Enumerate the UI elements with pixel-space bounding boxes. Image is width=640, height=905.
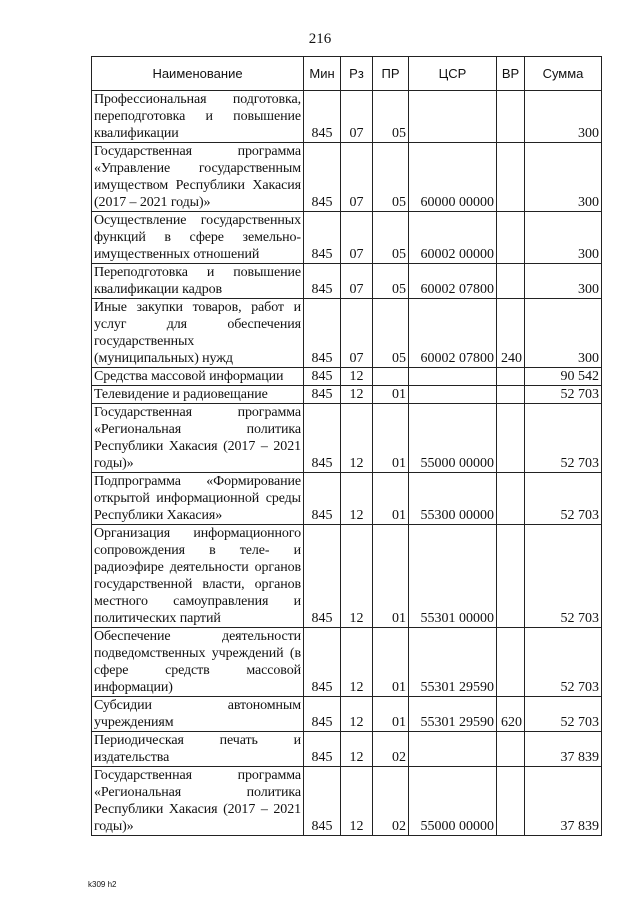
cell-rz: 12 bbox=[341, 732, 373, 767]
cell-vr: 240 bbox=[497, 299, 525, 368]
cell-pr: 01 bbox=[373, 525, 409, 628]
cell-vr bbox=[497, 767, 525, 836]
cell-csr: 60002 07800 bbox=[409, 264, 497, 299]
column-header-name: Наименование bbox=[92, 57, 304, 91]
cell-csr bbox=[409, 386, 497, 404]
cell-name: Организация информационного сопровождения в теле- и радиоэфире деятельности органов государственной власти, органов местного самоуправления и политических партий bbox=[92, 525, 304, 628]
table-row bbox=[92, 264, 602, 299]
cell-min: 845 bbox=[304, 473, 341, 525]
cell-csr: 60000 00000 bbox=[409, 143, 497, 212]
cell-pr: 01 bbox=[373, 697, 409, 732]
cell-vr bbox=[497, 628, 525, 697]
cell-sum: 52 703 bbox=[525, 404, 602, 473]
cell-name: Подпрограмма «Формирование открытой информационной среды Республики Хакасия» bbox=[92, 473, 304, 525]
cell-pr: 05 bbox=[373, 143, 409, 212]
cell-vr bbox=[497, 212, 525, 264]
cell-name: Переподготовка и повышение квалификации кадров bbox=[92, 264, 304, 299]
cell-sum: 300 bbox=[525, 212, 602, 264]
cell-pr: 01 bbox=[373, 404, 409, 473]
table-row bbox=[92, 212, 602, 264]
cell-vr bbox=[497, 525, 525, 628]
cell-rz: 12 bbox=[341, 697, 373, 732]
cell-csr bbox=[409, 732, 497, 767]
cell-rz: 07 bbox=[341, 91, 373, 143]
page-number: 216 bbox=[308, 31, 332, 47]
table-row bbox=[92, 732, 602, 767]
cell-min: 845 bbox=[304, 525, 341, 628]
cell-min: 845 bbox=[304, 732, 341, 767]
cell-name: Средства массовой информации bbox=[92, 368, 304, 386]
cell-vr bbox=[497, 143, 525, 212]
table-row bbox=[92, 386, 602, 404]
cell-min: 845 bbox=[304, 767, 341, 836]
cell-csr: 55301 29590 bbox=[409, 697, 497, 732]
cell-name: Государственная программа «Региональная политика Республики Хакасия (2017 – 2021 годы)» bbox=[92, 404, 304, 473]
cell-name: Профессиональная подготовка, переподготовка и повышение квалификации bbox=[92, 91, 304, 143]
table-row bbox=[92, 299, 602, 368]
cell-name: Обеспечение деятельности подведомственных учреждений (в сфере средств массовой информации) bbox=[92, 628, 304, 697]
cell-vr bbox=[497, 404, 525, 473]
table-row bbox=[92, 143, 602, 212]
table-row bbox=[92, 525, 602, 628]
column-header-min: Мин bbox=[304, 57, 341, 91]
cell-name: Государственная программа «Региональная политика Республики Хакасия (2017 – 2021 годы)» bbox=[92, 767, 304, 836]
cell-sum: 37 839 bbox=[525, 767, 602, 836]
cell-min: 845 bbox=[304, 264, 341, 299]
cell-name: Телевидение и радиовещание bbox=[92, 386, 304, 404]
cell-csr: 55300 00000 bbox=[409, 473, 497, 525]
table-body bbox=[92, 91, 602, 836]
cell-min: 845 bbox=[304, 143, 341, 212]
cell-name: Периодическая печать и издательства bbox=[92, 732, 304, 767]
cell-min: 845 bbox=[304, 368, 341, 386]
cell-name: Государственная программа «Управление государственным имуществом Республики Хакасия (2017 – 2021 годы)» bbox=[92, 143, 304, 212]
table-row bbox=[92, 628, 602, 697]
cell-rz: 12 bbox=[341, 386, 373, 404]
cell-min: 845 bbox=[304, 212, 341, 264]
cell-pr: 01 bbox=[373, 386, 409, 404]
cell-pr: 01 bbox=[373, 628, 409, 697]
cell-pr: 05 bbox=[373, 299, 409, 368]
column-header-sum: Сумма bbox=[525, 57, 602, 91]
cell-rz: 07 bbox=[341, 212, 373, 264]
cell-csr bbox=[409, 91, 497, 143]
cell-vr bbox=[497, 264, 525, 299]
cell-vr bbox=[497, 386, 525, 404]
cell-csr: 55301 29590 bbox=[409, 628, 497, 697]
cell-csr: 55301 00000 bbox=[409, 525, 497, 628]
budget-table bbox=[91, 56, 602, 836]
cell-pr: 02 bbox=[373, 767, 409, 836]
cell-sum: 90 542 bbox=[525, 368, 602, 386]
table-row bbox=[92, 767, 602, 836]
cell-vr bbox=[497, 473, 525, 525]
cell-sum: 52 703 bbox=[525, 525, 602, 628]
cell-pr: 02 bbox=[373, 732, 409, 767]
cell-pr bbox=[373, 368, 409, 386]
table-header-row bbox=[92, 57, 602, 91]
cell-rz: 12 bbox=[341, 525, 373, 628]
cell-csr bbox=[409, 368, 497, 386]
footer-code: k309 h2 bbox=[88, 880, 117, 889]
cell-rz: 07 bbox=[341, 299, 373, 368]
cell-min: 845 bbox=[304, 697, 341, 732]
cell-sum: 37 839 bbox=[525, 732, 602, 767]
table-row bbox=[92, 368, 602, 386]
cell-pr: 05 bbox=[373, 212, 409, 264]
cell-csr: 60002 07800 bbox=[409, 299, 497, 368]
column-header-vr: ВР bbox=[497, 57, 525, 91]
cell-csr: 60002 00000 bbox=[409, 212, 497, 264]
cell-vr bbox=[497, 368, 525, 386]
table-row bbox=[92, 473, 602, 525]
cell-name: Осуществление государственных функций в сфере земельно-имущественных отношений bbox=[92, 212, 304, 264]
table-row bbox=[92, 91, 602, 143]
cell-rz: 12 bbox=[341, 473, 373, 525]
cell-sum: 300 bbox=[525, 91, 602, 143]
cell-pr: 05 bbox=[373, 91, 409, 143]
cell-csr: 55000 00000 bbox=[409, 404, 497, 473]
cell-name: Иные закупки товаров, работ и услуг для обеспечения государственных (муниципальных) нужд bbox=[92, 299, 304, 368]
cell-min: 845 bbox=[304, 404, 341, 473]
cell-vr: 620 bbox=[497, 697, 525, 732]
table-row bbox=[92, 404, 602, 473]
cell-rz: 12 bbox=[341, 767, 373, 836]
cell-sum: 300 bbox=[525, 143, 602, 212]
cell-rz: 07 bbox=[341, 264, 373, 299]
cell-sum: 52 703 bbox=[525, 386, 602, 404]
cell-sum: 300 bbox=[525, 299, 602, 368]
cell-pr: 05 bbox=[373, 264, 409, 299]
table-row bbox=[92, 697, 602, 732]
column-header-rz: Рз bbox=[341, 57, 373, 91]
cell-sum: 300 bbox=[525, 264, 602, 299]
cell-csr: 55000 00000 bbox=[409, 767, 497, 836]
cell-sum: 52 703 bbox=[525, 697, 602, 732]
cell-sum: 52 703 bbox=[525, 473, 602, 525]
column-header-csr: ЦСР bbox=[409, 57, 497, 91]
cell-rz: 07 bbox=[341, 143, 373, 212]
cell-sum: 52 703 bbox=[525, 628, 602, 697]
cell-rz: 12 bbox=[341, 368, 373, 386]
cell-min: 845 bbox=[304, 628, 341, 697]
cell-rz: 12 bbox=[341, 404, 373, 473]
cell-name: Субсидии автономным учреждениям bbox=[92, 697, 304, 732]
cell-min: 845 bbox=[304, 386, 341, 404]
cell-pr: 01 bbox=[373, 473, 409, 525]
cell-rz: 12 bbox=[341, 628, 373, 697]
cell-vr bbox=[497, 732, 525, 767]
cell-min: 845 bbox=[304, 299, 341, 368]
column-header-pr: ПР bbox=[373, 57, 409, 91]
cell-min: 845 bbox=[304, 91, 341, 143]
cell-vr bbox=[497, 91, 525, 143]
